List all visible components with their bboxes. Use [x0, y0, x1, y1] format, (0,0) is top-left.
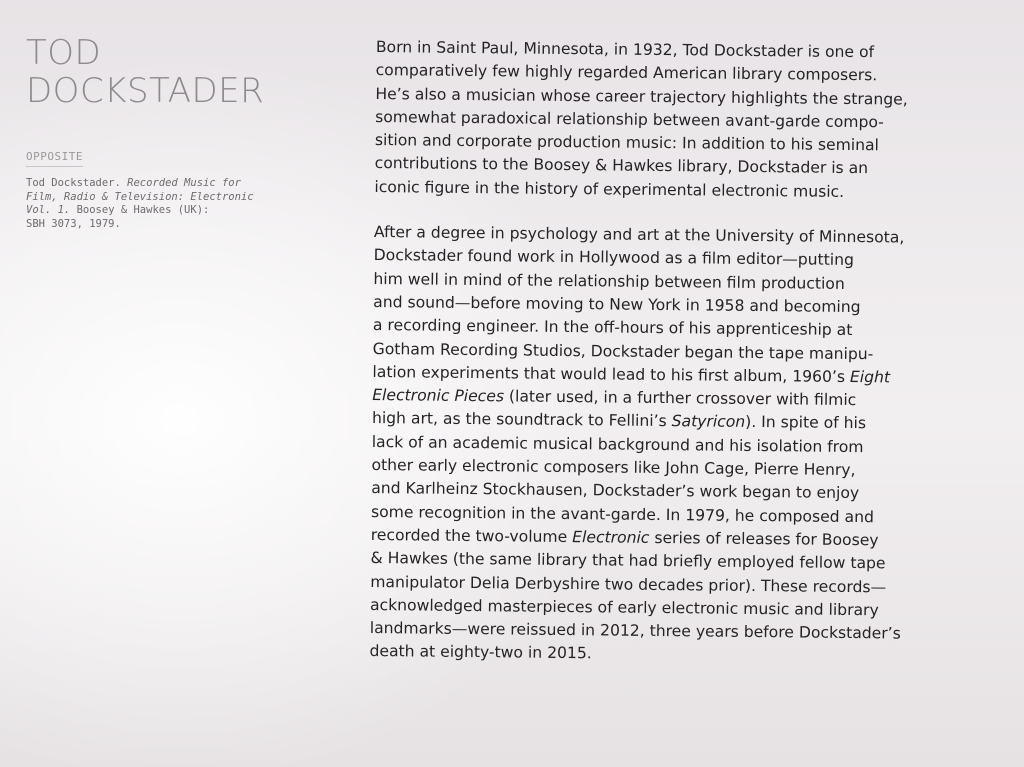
- text-line: sition and corporate production music: In addition to his seminal: [374, 131, 880, 155]
- album-title-italic: Electronic Pieces: [372, 386, 505, 406]
- text-line: Dockstader found work in Hollywood as a film editor—putting: [373, 246, 855, 270]
- paragraph-biography: [369, 221, 994, 670]
- text-line: and Karlheinz Stockhausen, Dockstader’s work began to enjoy: [371, 479, 860, 503]
- album-title-italic: Eight: [849, 367, 891, 387]
- caption-italic: Vol. 1.: [26, 204, 71, 216]
- paragraph-intro: [374, 36, 996, 206]
- text-line: him well in mind of the relationship between film production: [373, 269, 845, 293]
- text-run: high art, as the soundtrack to Fellini’s: [371, 409, 672, 431]
- caption-text: Boosey & Hawkes (UK):: [70, 204, 210, 216]
- text-line: manipulator Delia Derbyshire two decades prior). These records—: [370, 572, 887, 596]
- caption-italic: Film, Radio & Television: Electronic: [26, 190, 254, 203]
- caption-line: [26, 191, 326, 205]
- text-run: ). In spite of his: [745, 413, 867, 433]
- text-line: landmarks—were reissued in 2012, three years before Dockstader’s: [369, 619, 901, 643]
- image-caption: [26, 177, 326, 231]
- caption-text: Tod Dockstader.: [26, 177, 128, 189]
- text-run: recorded the two-volume: [370, 525, 573, 547]
- text-line: Gotham Recording Studios, Dockstader began the tape manipu-: [372, 339, 874, 363]
- text-line: some recognition in the avant-garde. In 1979, he composed and: [370, 502, 875, 526]
- page-title: [26, 34, 346, 110]
- title-line: TOD: [26, 33, 102, 73]
- title-line: DOCKSTADER: [26, 71, 265, 111]
- caption-italic: Recorded Music for: [127, 177, 241, 189]
- text-run: lation experiments that would lead to his first album, 1960’s: [372, 362, 851, 386]
- body-text: [369, 36, 996, 692]
- text-run: series of releases for Boosey: [649, 528, 879, 550]
- film-title-italic: Satyricon: [671, 412, 746, 432]
- text-line: He’s also a musician whose career trajectory highlights the strange,: [375, 84, 908, 109]
- text-line: contributions to the Boosey & Hawkes library, Dockstader is an: [374, 154, 869, 178]
- caption-line: [26, 204, 326, 218]
- text-line: acknowledged masterpieces of early electronic music and library: [369, 595, 879, 620]
- text-line: Born in Saint Paul, Minnesota, in 1932, Tod Dockstader is one of: [375, 37, 875, 62]
- caption-line: [26, 177, 326, 191]
- text-line: iconic figure in the history of experimental electronic music.: [374, 177, 845, 201]
- text-line: comparatively few highly regarded American library composers.: [375, 61, 878, 85]
- text-line: a recording engineer. In the off-hours of his apprenticeship at: [372, 316, 853, 340]
- caption-text: SBH 3073, 1979.: [26, 217, 121, 230]
- caption-line: [26, 218, 326, 232]
- text-line: death at eighty-two in 2015.: [369, 642, 592, 663]
- text-line: & Hawkes (the same library that had briefly employed fellow tape: [370, 549, 886, 573]
- text-line: lack of an academic musical background and his isolation from: [371, 432, 864, 456]
- text-line: somewhat paradoxical relationship between avant-garde compo-: [375, 107, 884, 132]
- text-run: (later used, in a further crossover with filmic: [503, 387, 857, 410]
- text-line: After a degree in psychology and art at the University of Minnesota,: [373, 223, 905, 247]
- text-line: other early electronic composers like John Cage, Pierre Henry,: [371, 456, 856, 480]
- section-label: OPPOSITE: [26, 150, 83, 167]
- series-title-italic: Electronic: [572, 528, 650, 547]
- text-line: and sound—before moving to New York in 1958 and becoming: [373, 292, 861, 317]
